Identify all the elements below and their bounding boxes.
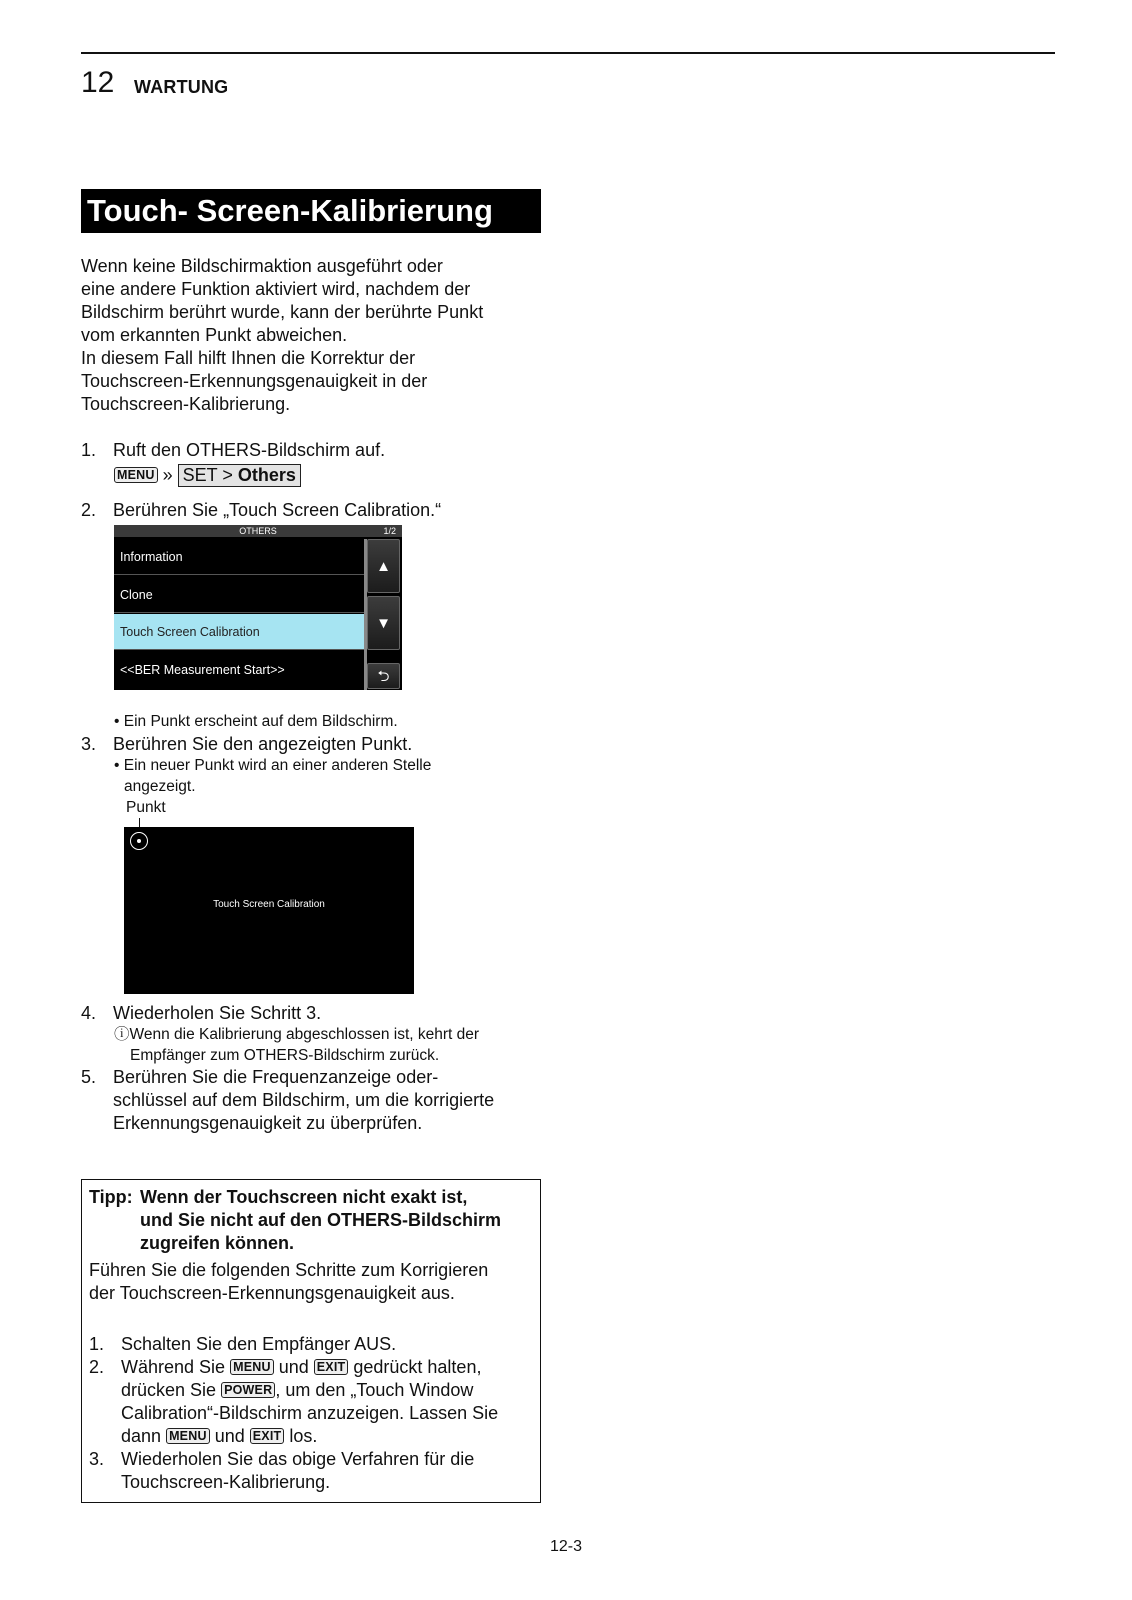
others-screen (114, 525, 402, 690)
step-text: dann (121, 1426, 162, 1446)
menu-path (114, 464, 301, 487)
return-icon: ⮌ (377, 668, 390, 685)
menu-key: MENU (230, 1359, 274, 1375)
intro-line: Touchscreen-Erkennungsgenauigkeit in der (81, 371, 428, 391)
calibration-dot-icon (137, 839, 141, 843)
step-text: Wiederholen Sie das obige Verfahren für die (121, 1449, 475, 1469)
tip-step-2-line-3: Calibration“-Bildschirm anzuzeigen. Lassen Sie (121, 1403, 499, 1423)
step-text: und (278, 1357, 309, 1377)
info-text: Wenn die Kalibrierung abgeschlossen ist, kehrt der (129, 1026, 480, 1043)
step-text: Berühren Sie die Frequenzanzeige oder- (113, 1067, 439, 1087)
exit-key: EXIT (314, 1359, 349, 1375)
step-5 (81, 1066, 438, 1089)
header-rule (81, 52, 1055, 54)
step-text: Wiederholen Sie Schritt 3. (113, 1003, 322, 1023)
step-number: 3. (81, 734, 97, 754)
down-arrow-icon: ▼ (376, 615, 391, 632)
section-title: Touch- Screen-Kalibrierung (87, 193, 493, 228)
menu-path-box (178, 464, 301, 487)
step-3-note: • Ein neuer Punkt wird an einer anderen Stelle (114, 757, 432, 774)
up-arrow-icon: ▲ (376, 558, 391, 575)
step-text: Berühren Sie den angezeigten Punkt. (113, 734, 413, 754)
tip-step-2-line-4 (121, 1425, 317, 1448)
intro-line: vom erkannten Punkt abweichen. (81, 325, 348, 345)
step-text: los. (289, 1426, 318, 1446)
step-number: 1. (81, 440, 97, 460)
step-5-line-2: schlüssel auf dem Bildschirm, um die korrigierte (113, 1090, 495, 1110)
step-2 (81, 499, 441, 522)
step-1 (81, 439, 385, 462)
step-text: Ruft den OTHERS-Bildschirm auf. (113, 440, 386, 460)
path-separator: » (162, 465, 173, 485)
path-prefix: SET > (182, 465, 233, 485)
step-text: , um den „Touch Window (275, 1380, 474, 1400)
calibration-screen (124, 827, 414, 994)
menu-key: MENU (166, 1428, 210, 1444)
step-3-note-cont: angezeigt. (124, 778, 196, 795)
page-indicator: 1/2 (383, 526, 396, 536)
tip-body-line: der Touchscreen-Erkennungsgenauigkeit aus. (89, 1283, 455, 1303)
screen-title: OTHERS (239, 526, 277, 536)
tip-heading-line: zugreifen können. (140, 1233, 295, 1253)
tip-step-3 (89, 1448, 474, 1471)
point-callout: Punkt (126, 799, 166, 816)
step-2-note: • Ein Punkt erscheint auf dem Bildschirm. (114, 713, 398, 730)
tip-step-2-line-2 (121, 1379, 473, 1402)
step-text: Berühren Sie „Touch Screen Calibration.“ (113, 500, 442, 520)
chapter-title: WARTUNG (134, 77, 229, 97)
intro-line: In diesem Fall hilft Ihnen die Korrektur der (81, 348, 416, 368)
menu-item-touch-screen-calibration[interactable]: Touch Screen Calibration (114, 614, 364, 650)
step-4-info-cont: Empfänger zum OTHERS-Bildschirm zurück. (130, 1047, 440, 1064)
chapter-number: 12 (81, 66, 115, 99)
intro-line: Wenn keine Bildschirmaktion ausgeführt oder (81, 256, 443, 276)
menu-item-information[interactable]: Information (114, 539, 364, 575)
power-key: POWER (221, 1382, 275, 1398)
menu-item-clone[interactable]: Clone (114, 577, 364, 613)
intro-line: eine andere Funktion aktiviert wird, nachdem der (81, 279, 471, 299)
tip-step-3-line-2: Touchscreen-Kalibrierung. (121, 1472, 331, 1492)
step-4 (81, 1002, 321, 1025)
step-number: 5. (81, 1067, 97, 1087)
step-text: drücken Sie (121, 1380, 217, 1400)
step-4-info (114, 1024, 479, 1045)
step-number: 3. (89, 1449, 105, 1469)
step-number: 2. (89, 1357, 105, 1377)
step-text: Schalten Sie den Empfänger AUS. (121, 1334, 397, 1354)
tip-heading-label: Tipp: (89, 1187, 133, 1207)
path-target: Others (237, 465, 296, 485)
intro-line: Bildschirm berührt wurde, kann der berührte Punkt (81, 302, 484, 322)
step-text: gedrückt halten, (353, 1357, 482, 1377)
tip-body-line: Führen Sie die folgenden Schritte zum Korrigieren (89, 1260, 489, 1280)
info-icon: ⓘ (114, 1026, 130, 1043)
step-text: und (214, 1426, 245, 1446)
tip-step-1 (89, 1333, 396, 1356)
menu-item-ber-measurement[interactable]: <<BER Measurement Start>> (120, 663, 285, 677)
tip-step-2 (89, 1356, 481, 1379)
step-5-line-3: Erkennungsgenauigkeit zu überprüfen. (113, 1113, 423, 1133)
step-number: 4. (81, 1003, 97, 1023)
menu-key: MENU (114, 467, 158, 483)
calibration-label: Touch Screen Calibration (213, 899, 325, 910)
scroll-down-button[interactable] (367, 596, 400, 650)
tip-heading-line: Wenn der Touchscreen nicht exakt ist, (140, 1187, 468, 1207)
scroll-up-button[interactable] (367, 539, 400, 593)
page-number: 12-3 (549, 1538, 583, 1555)
intro-paragraph (81, 255, 551, 416)
back-button[interactable] (367, 663, 400, 689)
step-text: Während Sie (121, 1357, 226, 1377)
intro-line: Touchscreen-Kalibrierung. (81, 394, 291, 414)
step-number: 2. (81, 500, 97, 520)
exit-key: EXIT (250, 1428, 285, 1444)
step-3 (81, 733, 412, 756)
step-number: 1. (89, 1334, 105, 1354)
tip-heading-line: und Sie nicht auf den OTHERS-Bildschirm (140, 1210, 502, 1230)
